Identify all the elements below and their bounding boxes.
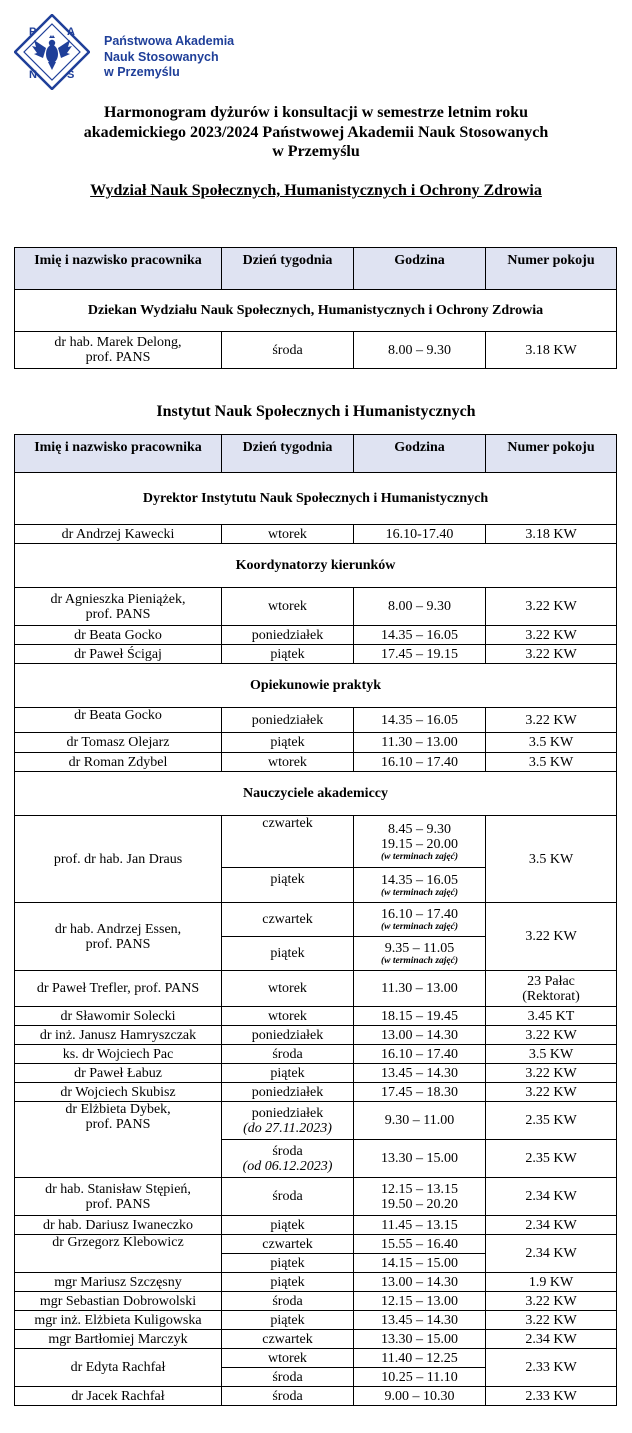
title-line: Harmonogram dyżurów i konsultacji w semestrze letnim roku [103,104,529,121]
table-row [15,1064,617,1083]
cell-name: mgr Sebastian Dobrowolski [15,1292,222,1311]
cell-name: dr inż. Janusz Hamryszczak [15,1026,222,1045]
cell-day: czwartek [222,1330,354,1349]
cell-day: wtorek [222,525,354,544]
cell-name: dr Paweł Trefler, prof. PANS [15,971,222,1007]
table-row [15,1216,617,1235]
cell-hour: 17.45 – 19.15 [354,645,486,664]
cell-day: poniedziałek [222,1026,354,1045]
cell-day: środa [222,1292,354,1311]
cell-hour: 14.15 – 15.00 [354,1254,486,1273]
cell-day: poniedziałek [222,1083,354,1102]
cell-name: dr Beata Gocko [15,708,222,733]
institute-table [14,434,617,1406]
institution-name-line: Państwowa Akademia [104,34,235,48]
section-row [15,664,617,708]
cell-hour: 8.00 – 9.30 [354,588,486,626]
cell-room: 3.22 KW [486,1083,617,1102]
title-line: akademickiego 2023/2024 Państwowej Akademii Nauk Stosowanych [83,123,549,141]
header-name: Imię i nazwisko pracownika [15,248,222,290]
cell-hour: 12.15 – 13.00 [354,1292,486,1311]
cell-day: piątek [222,868,354,903]
cell-room: 3.5 KW [486,816,617,903]
cell-room: 2.34 KW [486,1178,617,1216]
table-row [15,903,617,937]
cell-name: dr hab. Andrzej Essen, prof. PANS [15,903,222,971]
cell-name: mgr Mariusz Szczęsny [15,1273,222,1292]
cell-day: wtorek [222,1007,354,1026]
cell-name: dr Andrzej Kawecki [15,525,222,544]
cell-day: środa [222,1387,354,1406]
cell-name: dr Wojciech Skubisz [15,1083,222,1102]
section-row [15,473,617,525]
cell-name: dr Paweł Ścigaj [15,645,222,664]
title-line: w Przemyślu [272,143,360,160]
table-row [15,588,617,626]
cell-day: poniedziałek [222,626,354,645]
table-row [15,733,617,753]
cell-day: czwartek [222,816,354,868]
table-row [15,626,617,645]
header-hour: Godzina [354,248,486,290]
cell-room: 3.22 KW [486,1064,617,1083]
cell-day: piątek [222,937,354,971]
cell-day: wtorek [222,971,354,1007]
table-row [15,1292,617,1311]
cell-day: środa [222,332,354,369]
table-row [15,525,617,544]
cell-hour: 13.30 – 15.00 [354,1140,486,1178]
section-row [15,290,617,332]
table-row [15,1102,617,1140]
cell-day: poniedziałek [222,708,354,733]
cell-day: piątek [222,1064,354,1083]
table-row [15,1235,617,1254]
cell-day: piątek [222,733,354,753]
section-director: Dyrektor Instytutu Nauk Społecznych i Humanistycznych [15,473,617,525]
cell-room: 3.22 KW [486,626,617,645]
cell-hour: 13.30 – 15.00 [354,1330,486,1349]
cell-room: 3.45 KT [486,1007,617,1026]
cell-name: dr Agnieszka Pieniążek, prof. PANS [15,588,222,626]
cell-hour: 16.10 – 17.40 [354,1045,486,1064]
cell-hour: 14.35 – 16.05 [354,708,486,733]
cell-hour: 12.15 – 13.15 19.50 – 20.20 [354,1178,486,1216]
header-day: Dzień tygodnia [222,248,354,290]
cell-name: dr Sławomir Solecki [15,1007,222,1026]
cell-name: dr Jacek Rachfał [15,1387,222,1406]
cell-hour: 11.30 – 13.00 [354,733,486,753]
cell-day: piątek [222,645,354,664]
cell-name: dr Grzegorz Klebowicz [15,1235,222,1273]
institution-name [104,34,234,81]
institute-heading: Instytut Nauk Społecznych i Humanistycznych [156,403,476,420]
cell-name: dr Beata Gocko [15,626,222,645]
cell-hour: 11.30 – 13.00 [354,971,486,1007]
document-title [0,103,632,162]
cell-day: środa [222,1368,354,1387]
svg-text:A: A [67,26,75,38]
section-row [15,772,617,816]
cell-room: 3.22 KW [486,1026,617,1045]
header-row [15,435,617,473]
cell-room: 2.34 KW [486,1235,617,1273]
cell-day: piątek [222,1254,354,1273]
cell-room: 2.34 KW [486,1330,617,1349]
header-row [15,248,617,290]
cell-room: 2.35 KW [486,1102,617,1140]
cell-name: mgr inż. Elżbieta Kuligowska [15,1311,222,1330]
cell-day: piątek [222,1273,354,1292]
cell-hour: 11.40 – 12.25 [354,1349,486,1368]
faculty-heading: Wydział Nauk Społecznych, Humanistycznych i Ochrony Zdrowia [90,182,542,199]
cell-name: dr Elżbieta Dybek, prof. PANS [15,1102,222,1178]
cell-room: 3.22 KW [486,903,617,971]
section-coordinators: Koordynatorzy kierunków [15,544,617,588]
cell-hour: 13.45 – 14.30 [354,1064,486,1083]
cell-room: 3.18 KW [486,525,617,544]
cell-hour: 15.55 – 16.40 [354,1235,486,1254]
table-row [15,708,617,733]
cell-hour: 10.25 – 11.10 [354,1368,486,1387]
cell-hour: 13.45 – 14.30 [354,1311,486,1330]
cell-day: piątek [222,1216,354,1235]
cell-name: dr Paweł Łabuz [15,1064,222,1083]
cell-hour: 16.10-17.40 [354,525,486,544]
header-hour: Godzina [354,435,486,473]
table-row [15,332,617,369]
cell-hour: 13.00 – 14.30 [354,1026,486,1045]
cell-room: 3.22 KW [486,1292,617,1311]
cell-day: środa [222,1045,354,1064]
cell-name: dr Roman Zdybel [15,753,222,772]
cell-room: 3.22 KW [486,588,617,626]
table-row [15,1387,617,1406]
cell-name: mgr Bartłomiej Marczyk [15,1330,222,1349]
header-room: Numer pokoju [486,435,617,473]
cell-room: 2.33 KW [486,1387,617,1406]
cell-hour: 13.00 – 14.30 [354,1273,486,1292]
svg-text:P: P [29,26,37,38]
cell-room: 3.22 KW [486,645,617,664]
cell-hour: 11.45 – 13.15 [354,1216,486,1235]
section-practice: Opiekunowie praktyk [15,664,617,708]
cell-room: 3.22 KW [486,1311,617,1330]
cell-name: dr hab. Marek Delong, prof. PANS [15,332,222,369]
table-row [15,1045,617,1064]
cell-hour: 16.10 – 17.40 [354,753,486,772]
table-row [15,753,617,772]
cell-room: 3.5 KW [486,733,617,753]
cell-hour: 14.35 – 16.05 (w terminach zajęć) [354,868,486,903]
cell-room: 2.35 KW [486,1140,617,1178]
table-row [15,1273,617,1292]
cell-room: 23 Pałac (Rektorat) [486,971,617,1007]
header-day: Dzień tygodnia [222,435,354,473]
institution-name-line: w Przemyślu [104,65,180,79]
cell-name: ks. dr Wojciech Pac [15,1045,222,1064]
dean-table [14,247,617,369]
table-row [15,645,617,664]
cell-day: wtorek [222,1349,354,1368]
cell-room: 3.5 KW [486,753,617,772]
cell-day: poniedziałek (do 27.11.2023) [222,1102,354,1140]
section-dean: Dziekan Wydziału Nauk Społecznych, Humanistycznych i Ochrony Zdrowia [15,290,617,332]
pans-logo [14,14,90,90]
cell-hour: 9.00 – 10.30 [354,1387,486,1406]
cell-room: 1.9 KW [486,1273,617,1292]
cell-hour: 9.35 – 11.05 (w terminach zajęć) [354,937,486,971]
table-row [15,1007,617,1026]
svg-text:S: S [67,69,75,81]
cell-hour: 16.10 – 17.40 (w terminach zajęć) [354,903,486,937]
table-row [15,1311,617,1330]
table-row [15,1026,617,1045]
table-row [15,1330,617,1349]
cell-day: środa [222,1178,354,1216]
cell-name: dr Edyta Rachfał [15,1349,222,1387]
header-room: Numer pokoju [486,248,617,290]
cell-room: 2.33 KW [486,1349,617,1387]
cell-hour: 8.45 – 9.30 19.15 – 20.00 (w terminach zajęć) [354,816,486,868]
cell-hour: 18.15 – 19.45 [354,1007,486,1026]
cell-day: wtorek [222,753,354,772]
cell-room: 3.22 KW [486,708,617,733]
cell-day: środa (od 06.12.2023) [222,1140,354,1178]
cell-name: dr hab. Dariusz Iwaneczko [15,1216,222,1235]
table-row [15,1178,617,1216]
table-row [15,1349,617,1368]
svg-text:N: N [29,69,37,81]
section-row [15,544,617,588]
table-row [15,971,617,1007]
institution-name-line: Nauk Stosowanych [104,49,219,64]
cell-hour: 8.00 – 9.30 [354,332,486,369]
cell-name: dr hab. Stanisław Stępień, prof. PANS [15,1178,222,1216]
cell-hour: 9.30 – 11.00 [354,1102,486,1140]
cell-name: dr Tomasz Olejarz [15,733,222,753]
section-teachers: Nauczyciele akademiccy [15,772,617,816]
cell-room: 2.34 KW [486,1216,617,1235]
cell-hour: 14.35 – 16.05 [354,626,486,645]
cell-room: 3.18 KW [486,332,617,369]
cell-day: czwartek [222,1235,354,1254]
table-row [15,1083,617,1102]
cell-hour: 17.45 – 18.30 [354,1083,486,1102]
table-row [15,816,617,868]
header-name: Imię i nazwisko pracownika [15,435,222,473]
cell-name: prof. dr hab. Jan Draus [15,816,222,903]
cell-day: czwartek [222,903,354,937]
cell-room: 3.5 KW [486,1045,617,1064]
cell-day: piątek [222,1311,354,1330]
cell-day: wtorek [222,588,354,626]
